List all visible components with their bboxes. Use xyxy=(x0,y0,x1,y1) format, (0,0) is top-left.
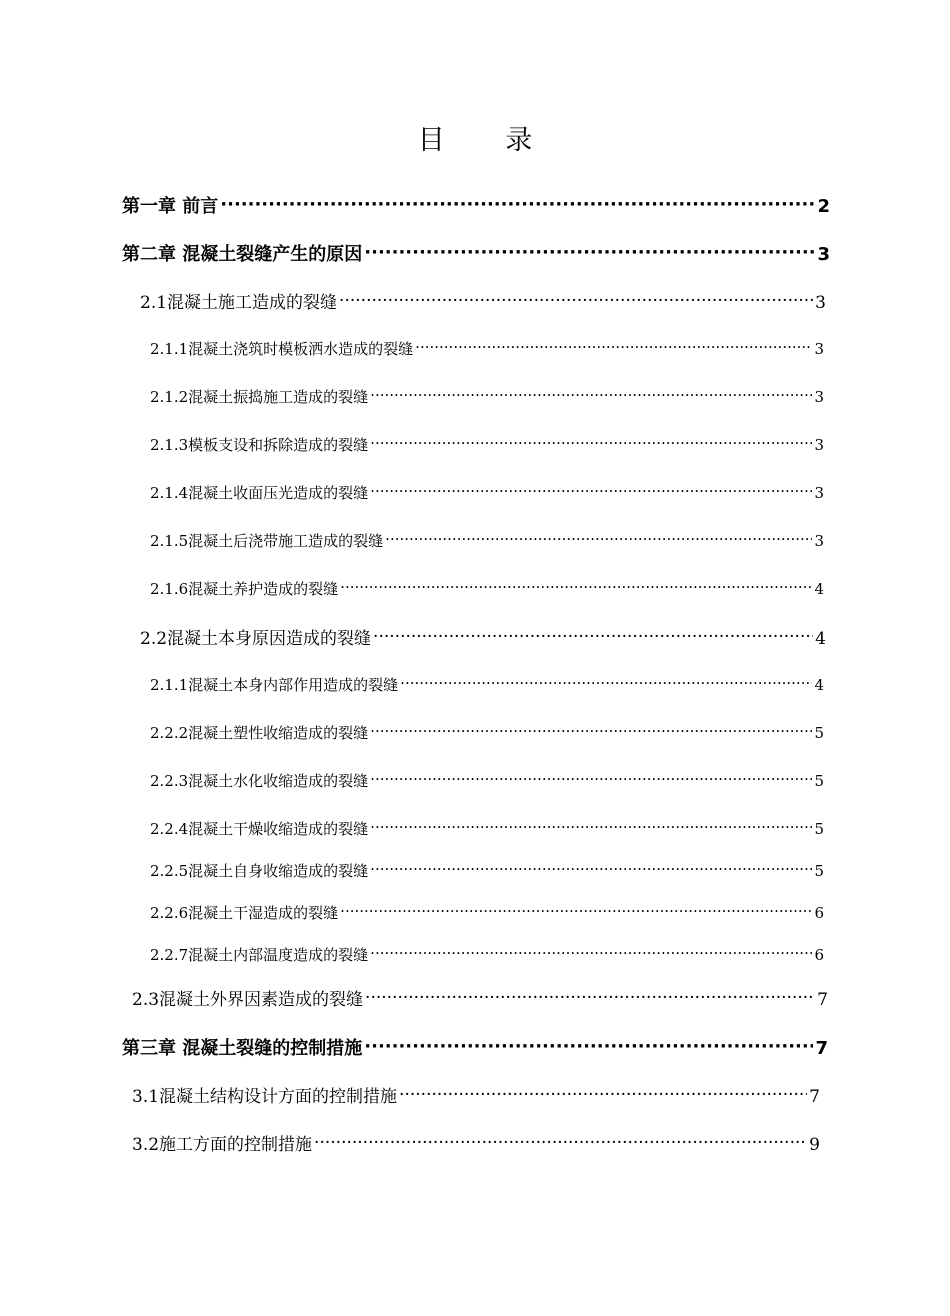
dot-leader xyxy=(370,483,812,498)
toc-entry-label: 第三章 混凝土裂缝的控制措施 xyxy=(122,1038,363,1059)
dot-leader xyxy=(385,531,812,546)
toc-entry-label: 2.3混凝土外界因素造成的裂缝 xyxy=(132,990,364,1010)
toc-entry-page: 7 xyxy=(817,990,828,1010)
toc-entry-page: 7 xyxy=(815,1038,828,1059)
toc-entry[interactable] xyxy=(150,902,824,923)
toc-entry-label: 3.2施工方面的控制措施 xyxy=(132,1135,313,1155)
dot-leader xyxy=(340,903,812,918)
toc-entry-label: 第一章 前言 xyxy=(122,196,219,217)
toc-entry-page: 6 xyxy=(814,946,824,964)
dot-leader xyxy=(339,291,813,308)
dot-leader xyxy=(370,861,812,876)
toc-entry[interactable] xyxy=(122,240,830,266)
toc-entry[interactable] xyxy=(150,722,824,743)
dot-leader xyxy=(370,945,812,960)
toc-entry-page: 3 xyxy=(814,484,824,502)
toc-entry-label: 2.2混凝土本身原因造成的裂缝 xyxy=(140,629,372,649)
toc-entry[interactable] xyxy=(150,338,824,359)
toc-entry-label: 2.2.6混凝土干湿造成的裂缝 xyxy=(150,904,339,922)
toc-entry-page: 5 xyxy=(814,820,824,838)
toc-entry-page: 9 xyxy=(809,1135,820,1155)
toc-entry-label: 2.2.2混凝土塑性收缩造成的裂缝 xyxy=(150,724,369,742)
toc-entry-page: 6 xyxy=(814,904,824,922)
toc-entry-label: 第二章 混凝土裂缝产生的原因 xyxy=(122,244,363,265)
toc-entry[interactable] xyxy=(122,192,830,218)
toc-entry-label: 2.1.3模板支设和拆除造成的裂缝 xyxy=(150,436,369,454)
toc-entry[interactable] xyxy=(150,944,824,965)
toc-entry[interactable] xyxy=(150,434,824,455)
toc-entry[interactable] xyxy=(150,674,824,695)
toc-entry[interactable] xyxy=(150,818,824,839)
toc-entry[interactable] xyxy=(140,288,826,313)
toc-entry-label: 2.1.6混凝土养护造成的裂缝 xyxy=(150,580,339,598)
toc-entry-label: 2.1.4混凝土收面压光造成的裂缝 xyxy=(150,484,369,502)
toc-entry-page: 3 xyxy=(814,532,824,550)
toc-entry[interactable] xyxy=(150,530,824,551)
toc-entry-page: 3 xyxy=(814,340,824,358)
toc-entry-label: 2.1.2混凝土振捣施工造成的裂缝 xyxy=(150,388,369,406)
toc-entry-page: 3 xyxy=(814,436,824,454)
toc-entry[interactable] xyxy=(132,985,828,1010)
toc-entry[interactable] xyxy=(132,1082,820,1107)
toc-entry-page: 7 xyxy=(809,1087,820,1107)
toc-entry[interactable] xyxy=(150,386,824,407)
toc-entry-page: 4 xyxy=(814,580,824,598)
toc-entry-label: 2.1.1混凝土浇筑时模板洒水造成的裂缝 xyxy=(150,340,414,358)
toc-entry[interactable] xyxy=(150,482,824,503)
dot-leader xyxy=(365,988,815,1005)
toc-entry-page: 4 xyxy=(815,629,826,649)
toc-entry-page: 5 xyxy=(814,724,824,742)
toc-entry-page: 2 xyxy=(817,196,830,217)
toc-entry-page: 5 xyxy=(814,772,824,790)
toc-entry-page: 3 xyxy=(817,244,830,265)
dot-leader xyxy=(364,1036,813,1054)
toc-entry-page: 5 xyxy=(814,862,824,880)
dot-leader xyxy=(364,242,815,260)
toc-entry-page: 3 xyxy=(814,388,824,406)
dot-leader xyxy=(220,194,815,212)
toc-entry[interactable] xyxy=(150,860,824,881)
dot-leader xyxy=(370,771,812,786)
toc-entry-label: 2.2.3混凝土水化收缩造成的裂缝 xyxy=(150,772,369,790)
dot-leader xyxy=(399,1085,807,1102)
toc-entry-label: 3.1混凝土结构设计方面的控制措施 xyxy=(132,1087,398,1107)
toc-entry-label: 2.1混凝土施工造成的裂缝 xyxy=(140,293,338,313)
toc-entry[interactable] xyxy=(132,1130,820,1155)
toc-entry-label: 2.1.5混凝土后浇带施工造成的裂缝 xyxy=(150,532,384,550)
toc-entry[interactable] xyxy=(140,624,826,649)
toc-entry[interactable] xyxy=(150,578,824,599)
dot-leader xyxy=(415,339,812,354)
toc-entry-label: 2.2.5混凝土自身收缩造成的裂缝 xyxy=(150,862,369,880)
toc-title: 目 录 xyxy=(417,125,559,156)
toc-entry[interactable] xyxy=(122,1034,828,1060)
toc-entry-label: 2.2.4混凝土干燥收缩造成的裂缝 xyxy=(150,820,369,838)
dot-leader xyxy=(314,1133,807,1150)
dot-leader xyxy=(370,387,812,402)
toc-entry[interactable] xyxy=(150,770,824,791)
toc-entry-page: 4 xyxy=(814,676,824,694)
dot-leader xyxy=(370,819,812,834)
dot-leader xyxy=(400,675,812,690)
dot-leader xyxy=(373,627,813,644)
toc-entry-label: 2.2.7混凝土内部温度造成的裂缝 xyxy=(150,946,369,964)
dot-leader xyxy=(370,723,812,738)
dot-leader xyxy=(340,579,812,594)
toc-entry-page: 3 xyxy=(815,293,826,313)
toc-entry-label: 2.1.1混凝土本身内部作用造成的裂缝 xyxy=(150,676,399,694)
dot-leader xyxy=(370,435,812,450)
